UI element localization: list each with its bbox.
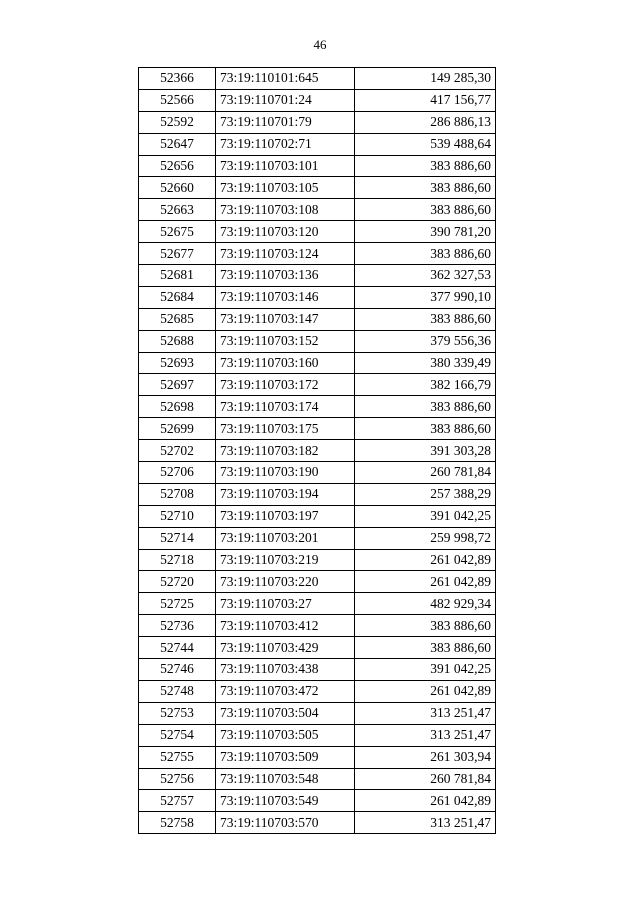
cadastral-number-cell: 73:19:110703:548 <box>216 768 355 790</box>
table-row <box>139 308 496 330</box>
cadastral-value-cell: 383 886,60 <box>355 243 496 265</box>
table-row <box>139 68 496 90</box>
cadastral-number-cell: 73:19:110701:24 <box>216 89 355 111</box>
cadastral-value-cell: 313 251,47 <box>355 702 496 724</box>
cadastral-number-cell: 73:19:110703:108 <box>216 199 355 221</box>
record-id-cell: 52684 <box>139 286 216 308</box>
record-id-cell: 52647 <box>139 133 216 155</box>
record-id-cell: 52656 <box>139 155 216 177</box>
record-id-cell: 52754 <box>139 724 216 746</box>
cadastral-number-cell: 73:19:110703:505 <box>216 724 355 746</box>
cadastral-number-cell: 73:19:110703:201 <box>216 527 355 549</box>
table-row <box>139 352 496 374</box>
cadastral-value-cell: 391 042,25 <box>355 505 496 527</box>
table-row <box>139 615 496 637</box>
record-id-cell: 52699 <box>139 418 216 440</box>
cadastral-value-cell: 261 042,89 <box>355 790 496 812</box>
record-id-cell: 52693 <box>139 352 216 374</box>
cadastral-number-cell: 73:19:110703:570 <box>216 812 355 834</box>
cadastral-value-cell: 149 285,30 <box>355 68 496 90</box>
record-id-cell: 52757 <box>139 790 216 812</box>
cadastral-number-cell: 73:19:110703:174 <box>216 396 355 418</box>
cadastral-value-cell: 417 156,77 <box>355 89 496 111</box>
cadastral-value-cell: 383 886,60 <box>355 308 496 330</box>
cadastral-value-cell: 482 929,34 <box>355 593 496 615</box>
cadastral-number-cell: 73:19:110703:197 <box>216 505 355 527</box>
record-id-cell: 52702 <box>139 440 216 462</box>
table-row <box>139 659 496 681</box>
record-id-cell: 52706 <box>139 462 216 484</box>
table-row <box>139 330 496 352</box>
cadastral-value-cell: 259 998,72 <box>355 527 496 549</box>
cadastral-value-cell: 390 781,20 <box>355 221 496 243</box>
cadastral-value-cell: 383 886,60 <box>355 155 496 177</box>
table-row <box>139 133 496 155</box>
cadastral-value-cell: 260 781,84 <box>355 768 496 790</box>
record-id-cell: 52708 <box>139 483 216 505</box>
cadastral-value-cell: 383 886,60 <box>355 177 496 199</box>
cadastral-number-cell: 73:19:110703:105 <box>216 177 355 199</box>
cadastral-number-cell: 73:19:110703:146 <box>216 286 355 308</box>
table-row <box>139 790 496 812</box>
cadastral-number-cell: 73:19:110703:27 <box>216 593 355 615</box>
table-row <box>139 265 496 287</box>
cadastral-number-cell: 73:19:110101:645 <box>216 68 355 90</box>
record-id-cell: 52725 <box>139 593 216 615</box>
table-row <box>139 462 496 484</box>
record-id-cell: 52688 <box>139 330 216 352</box>
cadastral-number-cell: 73:19:110703:147 <box>216 308 355 330</box>
record-id-cell: 52714 <box>139 527 216 549</box>
cadastral-value-cell: 261 303,94 <box>355 746 496 768</box>
table-row <box>139 549 496 571</box>
cadastral-number-cell: 73:19:110703:412 <box>216 615 355 637</box>
table-row <box>139 483 496 505</box>
table-row <box>139 680 496 702</box>
record-id-cell: 52710 <box>139 505 216 527</box>
cadastral-number-cell: 73:19:110702:71 <box>216 133 355 155</box>
cadastral-number-cell: 73:19:110703:172 <box>216 374 355 396</box>
record-id-cell: 52718 <box>139 549 216 571</box>
cadastral-value-cell: 380 339,49 <box>355 352 496 374</box>
cadastral-value-cell: 383 886,60 <box>355 615 496 637</box>
cadastral-number-cell: 73:19:110701:79 <box>216 111 355 133</box>
record-id-cell: 52685 <box>139 308 216 330</box>
table-row <box>139 812 496 834</box>
record-id-cell: 52746 <box>139 659 216 681</box>
cadastral-value-cell: 362 327,53 <box>355 265 496 287</box>
table-row <box>139 440 496 462</box>
table-row <box>139 374 496 396</box>
table-row <box>139 768 496 790</box>
table-row <box>139 418 496 440</box>
record-id-cell: 52663 <box>139 199 216 221</box>
cadastral-value-cell: 261 042,89 <box>355 571 496 593</box>
record-id-cell: 52681 <box>139 265 216 287</box>
cadastral-number-cell: 73:19:110703:124 <box>216 243 355 265</box>
table-row <box>139 199 496 221</box>
table-row <box>139 702 496 724</box>
table-body <box>139 68 496 834</box>
record-id-cell: 52660 <box>139 177 216 199</box>
record-id-cell: 52566 <box>139 89 216 111</box>
cadastral-value-table <box>138 67 496 834</box>
record-id-cell: 52736 <box>139 615 216 637</box>
cadastral-number-cell: 73:19:110703:136 <box>216 265 355 287</box>
cadastral-value-cell: 391 042,25 <box>355 659 496 681</box>
cadastral-number-cell: 73:19:110703:175 <box>216 418 355 440</box>
table-row <box>139 571 496 593</box>
record-id-cell: 52748 <box>139 680 216 702</box>
cadastral-value-cell: 286 886,13 <box>355 111 496 133</box>
record-id-cell: 52698 <box>139 396 216 418</box>
cadastral-number-cell: 73:19:110703:429 <box>216 637 355 659</box>
cadastral-number-cell: 73:19:110703:182 <box>216 440 355 462</box>
cadastral-number-cell: 73:19:110703:152 <box>216 330 355 352</box>
cadastral-number-cell: 73:19:110703:219 <box>216 549 355 571</box>
cadastral-number-cell: 73:19:110703:504 <box>216 702 355 724</box>
cadastral-value-cell: 391 303,28 <box>355 440 496 462</box>
record-id-cell: 52697 <box>139 374 216 396</box>
cadastral-number-cell: 73:19:110703:549 <box>216 790 355 812</box>
record-id-cell: 52677 <box>139 243 216 265</box>
record-id-cell: 52755 <box>139 746 216 768</box>
cadastral-number-cell: 73:19:110703:160 <box>216 352 355 374</box>
cadastral-value-cell: 261 042,89 <box>355 680 496 702</box>
cadastral-value-cell: 313 251,47 <box>355 724 496 746</box>
table-row <box>139 527 496 549</box>
cadastral-number-cell: 73:19:110703:101 <box>216 155 355 177</box>
page-number: 46 <box>313 37 327 52</box>
cadastral-number-cell: 73:19:110703:472 <box>216 680 355 702</box>
table-row <box>139 177 496 199</box>
table-row <box>139 243 496 265</box>
cadastral-number-cell: 73:19:110703:120 <box>216 221 355 243</box>
record-id-cell: 52756 <box>139 768 216 790</box>
table-row <box>139 111 496 133</box>
cadastral-value-cell: 313 251,47 <box>355 812 496 834</box>
cadastral-value-cell: 383 886,60 <box>355 396 496 418</box>
record-id-cell: 52592 <box>139 111 216 133</box>
cadastral-value-cell: 261 042,89 <box>355 549 496 571</box>
table-row <box>139 746 496 768</box>
cadastral-value-cell: 260 781,84 <box>355 462 496 484</box>
cadastral-number-cell: 73:19:110703:194 <box>216 483 355 505</box>
table-row <box>139 89 496 111</box>
cadastral-value-cell: 257 388,29 <box>355 483 496 505</box>
record-id-cell: 52366 <box>139 68 216 90</box>
table-row <box>139 221 496 243</box>
table-row <box>139 286 496 308</box>
table-row <box>139 637 496 659</box>
table-row <box>139 396 496 418</box>
cadastral-value-cell: 377 990,10 <box>355 286 496 308</box>
table-row <box>139 593 496 615</box>
cadastral-value-cell: 383 886,60 <box>355 418 496 440</box>
cadastral-value-cell: 382 166,79 <box>355 374 496 396</box>
cadastral-value-cell: 383 886,60 <box>355 199 496 221</box>
table-row <box>139 155 496 177</box>
record-id-cell: 52758 <box>139 812 216 834</box>
table-row <box>139 724 496 746</box>
cadastral-value-cell: 379 556,36 <box>355 330 496 352</box>
record-id-cell: 52720 <box>139 571 216 593</box>
record-id-cell: 52675 <box>139 221 216 243</box>
record-id-cell: 52753 <box>139 702 216 724</box>
cadastral-number-cell: 73:19:110703:509 <box>216 746 355 768</box>
cadastral-value-cell: 539 488,64 <box>355 133 496 155</box>
cadastral-number-cell: 73:19:110703:190 <box>216 462 355 484</box>
cadastral-number-cell: 73:19:110703:220 <box>216 571 355 593</box>
table-row <box>139 505 496 527</box>
record-id-cell: 52744 <box>139 637 216 659</box>
cadastral-number-cell: 73:19:110703:438 <box>216 659 355 681</box>
cadastral-value-cell: 383 886,60 <box>355 637 496 659</box>
